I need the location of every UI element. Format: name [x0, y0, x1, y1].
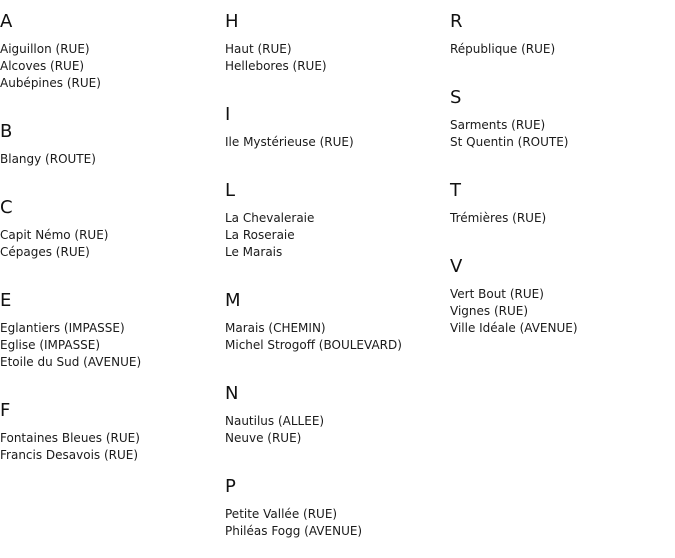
street-entry: Marais (CHEMIN) [225, 321, 326, 335]
street-list [225, 506, 450, 540]
letter-section-r [450, 11, 675, 76]
section-letter-heading: B [0, 121, 13, 142]
section-letter-heading: C [0, 197, 13, 218]
section-spacer [0, 464, 225, 482]
street-entry: Vignes (RUE) [450, 304, 529, 318]
letter-section-m [225, 290, 450, 372]
street-entry: La Roseraie [225, 228, 295, 242]
street-list [450, 286, 675, 337]
section-spacer [450, 227, 675, 245]
letter-section-a [0, 11, 225, 110]
street-entry: Francis Desavois (RUE) [0, 448, 139, 462]
directory-column [0, 0, 225, 482]
street-list [450, 117, 675, 151]
section-letter-heading: A [0, 11, 13, 32]
street-list [225, 413, 450, 447]
letter-section-h [225, 11, 450, 93]
section-letter-heading: V [450, 256, 463, 277]
street-list [450, 41, 675, 58]
letter-section-t [450, 180, 675, 245]
street-entry: Aiguillon (RUE) [0, 42, 90, 56]
directory-column [225, 0, 450, 558]
street-entry: Philéas Fogg (AVENUE) [225, 524, 363, 538]
street-entry: Trémières (RUE) [450, 211, 547, 225]
street-entry: Neuve (RUE) [225, 431, 302, 445]
street-entry: Aubépines (RUE) [0, 76, 101, 90]
section-spacer [450, 151, 675, 169]
street-list [0, 320, 225, 371]
section-spacer [450, 58, 675, 76]
street-entry: Nautilus (ALLEE) [225, 414, 325, 428]
section-letter-heading: S [450, 87, 462, 108]
street-entry: Eglise (IMPASSE) [0, 338, 101, 352]
directory-column [450, 0, 675, 355]
section-letter-heading: I [225, 104, 231, 125]
section-spacer [225, 75, 450, 93]
section-letter-heading: M [225, 290, 241, 311]
section-letter-heading: N [225, 383, 239, 404]
letter-section-b [0, 121, 225, 186]
street-entry: Ville Idéale (AVENUE) [450, 321, 578, 335]
street-entry: Alcoves (RUE) [0, 59, 85, 73]
street-entry: Ile Mystérieuse (RUE) [225, 135, 354, 149]
street-entry: St Quentin (ROUTE) [450, 135, 569, 149]
letter-section-p [225, 476, 450, 558]
street-entry: Cépages (RUE) [0, 245, 90, 259]
street-list [225, 134, 450, 151]
street-entry: République (RUE) [450, 42, 556, 56]
section-spacer [0, 168, 225, 186]
street-list [225, 41, 450, 75]
street-entry: Eglantiers (IMPASSE) [0, 321, 125, 335]
street-entry: Fontaines Bleues (RUE) [0, 431, 140, 445]
section-letter-heading: F [0, 400, 11, 421]
section-spacer [225, 151, 450, 169]
section-letter-heading: R [450, 11, 463, 32]
letter-section-e [0, 290, 225, 389]
street-entry: Sarments (RUE) [450, 118, 546, 132]
letter-section-i [225, 104, 450, 169]
section-letter-heading: E [0, 290, 12, 311]
letter-section-n [225, 383, 450, 465]
letter-section-s [450, 87, 675, 169]
street-entry: La Chevaleraie [225, 211, 315, 225]
street-list [225, 210, 450, 261]
letter-section-f [0, 400, 225, 482]
letter-section-v [450, 256, 675, 355]
street-list [0, 41, 225, 92]
street-list [0, 430, 225, 464]
section-spacer [225, 447, 450, 465]
section-spacer [225, 261, 450, 279]
section-letter-heading: T [450, 180, 461, 201]
street-entry: Le Marais [225, 245, 283, 259]
section-spacer [0, 92, 225, 110]
letter-section-l [225, 180, 450, 279]
street-entry: Haut (RUE) [225, 42, 292, 56]
street-entry: Capit Némo (RUE) [0, 228, 109, 242]
street-entry: Petite Vallée (RUE) [225, 507, 338, 521]
section-letter-heading: L [225, 180, 236, 201]
section-letter-heading: H [225, 11, 239, 32]
street-list [0, 227, 225, 261]
street-list [225, 320, 450, 354]
street-entry: Etoile du Sud (AVENUE) [0, 355, 142, 369]
street-entry: Vert Bout (RUE) [450, 287, 544, 301]
section-spacer [0, 261, 225, 279]
street-list [450, 210, 675, 227]
street-entry: Blangy (ROUTE) [0, 152, 96, 166]
section-letter-heading: P [225, 476, 236, 497]
section-spacer [225, 540, 450, 558]
street-list [0, 151, 225, 168]
section-spacer [0, 371, 225, 389]
section-spacer [225, 354, 450, 372]
street-entry: Michel Strogoff (BOULEVARD) [225, 338, 402, 352]
letter-section-c [0, 197, 225, 279]
street-entry: Hellebores (RUE) [225, 59, 327, 73]
section-spacer [450, 337, 675, 355]
